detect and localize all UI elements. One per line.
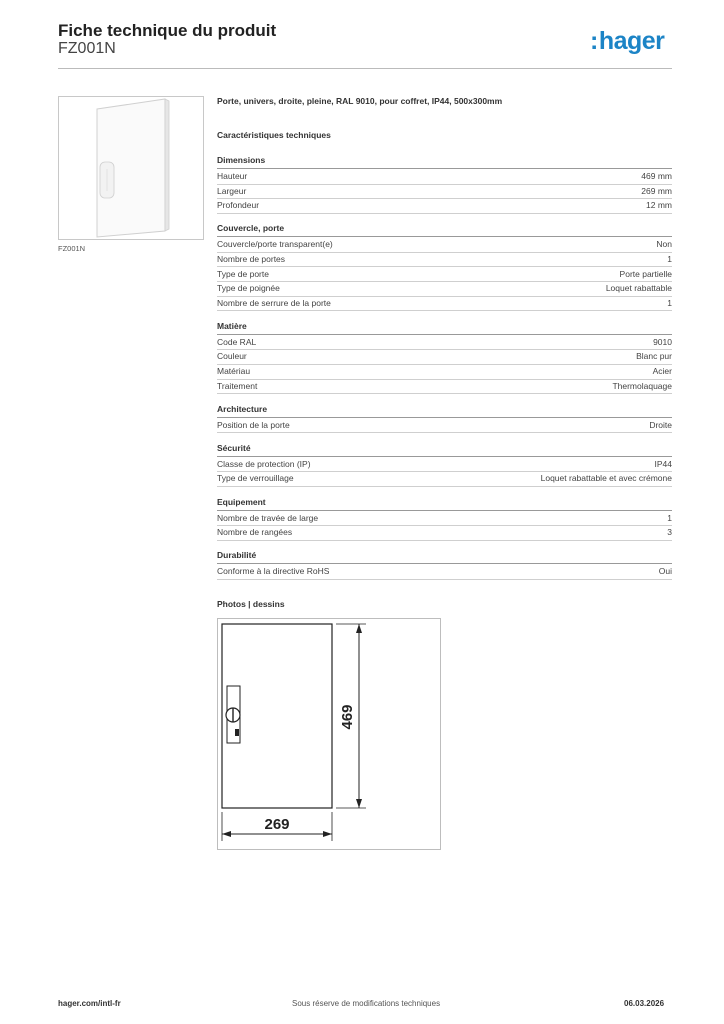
product-reference: FZ001N — [58, 40, 116, 57]
product-description: Porte, univers, droite, pleine, RAL 9010, pour coffret, IP44, 500x300mm — [217, 96, 503, 106]
characteristics-title: Caractéristiques techniques — [217, 130, 331, 140]
spec-row — [217, 380, 672, 395]
spec-label: Nombre de travée de large — [217, 512, 319, 523]
spec-row — [217, 565, 672, 580]
spec-value: 469 mm — [641, 171, 672, 181]
width-dimension-label: 269 — [264, 816, 290, 833]
spec-row — [217, 365, 672, 380]
spec-label: Type de porte — [217, 268, 269, 279]
photos-title: Photos | dessins — [217, 599, 285, 609]
spec-label: Nombre de rangées — [217, 527, 293, 538]
spec-row — [217, 170, 672, 185]
spec-label: Classe de protection (IP) — [217, 458, 311, 469]
section-title: Durabilité — [217, 550, 672, 564]
spec-row — [217, 526, 672, 541]
dimension-drawing — [217, 618, 441, 850]
spec-row — [217, 282, 672, 297]
section-title: Architecture — [217, 404, 672, 418]
spec-label: Code RAL — [217, 336, 257, 347]
section-title: Dimensions — [217, 155, 672, 169]
spec-value: 1 — [667, 512, 672, 523]
spec-row — [217, 297, 672, 312]
spec-value: 9010 — [653, 336, 672, 347]
spec-row — [217, 512, 672, 527]
spec-label: Profondeur — [217, 200, 260, 211]
spec-row — [217, 253, 672, 268]
spec-value: Blanc pur — [636, 351, 672, 362]
spec-label: Hauteur — [217, 171, 248, 181]
product-thumbnail — [58, 96, 204, 240]
spec-value: Porte partielle — [619, 268, 672, 279]
spec-row — [217, 458, 672, 473]
spec-value: 1 — [667, 297, 672, 308]
spec-row — [217, 238, 672, 253]
page-title: Fiche technique du produit — [58, 21, 277, 40]
spec-value: Droite — [649, 419, 672, 430]
spec-label: Couleur — [217, 351, 247, 362]
spec-label: Nombre de portes — [217, 253, 286, 264]
spec-value: Non — [656, 239, 672, 250]
hager-logo: :hager — [590, 27, 665, 55]
header-divider — [58, 68, 672, 69]
spec-label: Conforme à la directive RoHS — [217, 566, 330, 577]
spec-row — [217, 199, 672, 214]
spec-label: Traitement — [217, 380, 258, 391]
spec-label: Type de verrouillage — [217, 473, 294, 484]
section-title: Equipement — [217, 497, 672, 511]
spec-value: Acier — [652, 366, 672, 376]
spec-value: Thermolaquage — [612, 380, 672, 391]
spec-row — [217, 185, 672, 200]
spec-value: 3 — [667, 527, 672, 538]
spec-label: Position de la porte — [217, 419, 290, 430]
spec-label: Type de poignée — [217, 283, 280, 294]
height-dimension-label: 469 — [339, 704, 356, 730]
spec-label: Couvercle/porte transparent(e) — [217, 239, 333, 250]
spec-row — [217, 336, 672, 351]
section-title: Sécurité — [217, 443, 672, 457]
spec-label: Nombre de serrure de la porte — [217, 297, 331, 308]
footer-notice: Sous réserve de modifications techniques — [292, 999, 441, 1008]
spec-value: 12 mm — [646, 200, 672, 211]
spec-value: 1 — [667, 253, 672, 264]
spec-label: Largeur — [217, 185, 247, 196]
footer-website: hager.com/intl-fr — [58, 999, 121, 1008]
spec-value: Loquet rabattable et avec crémone — [540, 473, 672, 484]
spec-value: 269 mm — [641, 185, 672, 196]
spec-value: IP44 — [654, 458, 672, 469]
spec-label: Matériau — [217, 366, 251, 376]
section-title: Matière — [217, 321, 672, 335]
spec-value: Loquet rabattable — [605, 283, 672, 294]
footer-date: 06.03.2026 — [624, 999, 665, 1008]
section-title: Couvercle, porte — [217, 223, 672, 237]
spec-row — [217, 350, 672, 365]
spec-row — [217, 268, 672, 283]
spec-value: Oui — [658, 566, 672, 577]
spec-row — [217, 419, 672, 434]
thumbnail-caption: FZ001N — [58, 244, 86, 253]
spec-row — [217, 472, 672, 487]
